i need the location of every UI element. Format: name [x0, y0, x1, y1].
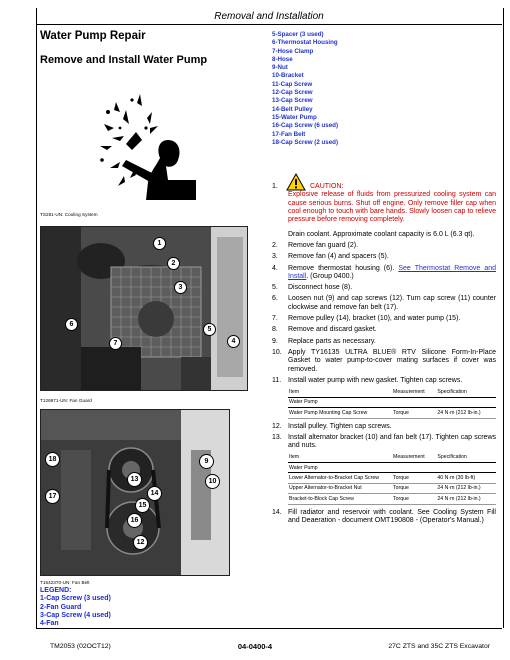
legend-item: 11-Cap Screw [272, 80, 313, 88]
table-header: Specification [436, 387, 496, 397]
legend-item: 16-Cap Screw (6 used) [272, 122, 339, 130]
step-11: 11. Install water pump with new gasket. Tighten cap screws. Item Measurement Specification Water Pump Water Pump Mounting Cap Screw Torque 24 N·m (212 lb-in.) [272, 377, 496, 419]
legend-item: 18-Cap Screw (2 used) [272, 138, 339, 146]
legend-item: 8-Hose [272, 55, 293, 63]
callout-4: 4 [227, 335, 240, 348]
table-header: Measurement [392, 387, 436, 397]
table-cell: 24 N·m (212 lb-in.) [436, 494, 496, 504]
figure-caption: T126971-UN: Fan Guard [40, 398, 92, 403]
step-text: Disconnect hose (8). [288, 284, 353, 292]
fan-belt-photo [40, 409, 230, 576]
legend-item: 17-Fan Belt [272, 130, 306, 138]
table-cell: 40 N·m (30 lb-ft) [436, 473, 496, 483]
callout-18: 18 [45, 452, 60, 467]
thermostat-link[interactable]: See Thermostat Remove and Install [288, 264, 496, 280]
footer-model: 27C ZTS and 35C ZTS Excavator [388, 643, 490, 650]
footer-page-number: 04-0400-4 [237, 642, 273, 651]
callout-6: 6 [65, 318, 78, 331]
step-2: 2. Remove fan guard (2). [272, 241, 359, 249]
step-text: Replace parts as necessary. [288, 337, 376, 345]
step-7: 7. Remove pulley (14), bracket (10), and water pump (15). [272, 315, 461, 323]
legend-item: 5-Spacer (3 used) [272, 31, 324, 38]
caution-label: CAUTION: [310, 183, 344, 191]
callout-12: 12 [133, 535, 148, 550]
legend-item: 7-Hose Clamp [272, 47, 314, 55]
step-13: 13. Install alternator bracket (10) and fan belt (17). Tighten cap screws and nuts. Item Measurement Specification Water Pump Lower Alternator-to-Bracket Cap Screw Torque 40 N·m (30 lb-ft) Upper Alternator-to-Bracket Nut Torque 24 N·m (212 lb-in.) Bracket-to-Block Cap Screw Torque 24 N·m (212 lb-in.) [272, 434, 496, 505]
step-text: Install pulley. Tighten cap screws. [288, 422, 392, 430]
table-cell: 24 N·m (212 lb-in.) [436, 408, 496, 418]
legend-item: 15-Water Pump [272, 113, 317, 121]
figure-caption: T1642370-UN: Fan Belt [40, 580, 90, 585]
right-column [272, 31, 496, 528]
table-header: Item [288, 452, 392, 462]
footer-manual-id: TM2053 (02OCT12) [50, 643, 111, 650]
legend-item: 1-Cap Screw (3 used) [40, 595, 111, 603]
step-text: Remove and discard gasket. [288, 326, 377, 334]
table-header: Measurement [392, 452, 436, 462]
spec-table-1 [288, 387, 496, 418]
step-6: 6. Loosen nut (9) and cap screws (12). Turn cap screw (11) counter clockwise and remove fan belt (17). [272, 295, 496, 311]
callout-2: 2 [167, 257, 180, 270]
callout-17: 17 [45, 489, 60, 504]
table-cell: 24 N·m (212 lb-in.) [436, 483, 496, 493]
table-cell: Upper Alternator-to-Bracket Nut [288, 483, 392, 493]
legend-item: 3-Cap Screw (4 used) [40, 611, 111, 619]
header-divider [36, 24, 502, 25]
callout-15: 15 [135, 498, 150, 513]
legend-item: 6-Thermostat Housing [272, 39, 338, 47]
step-12: 12. Install pulley. Tighten cap screws. [272, 422, 392, 430]
footer-divider [36, 628, 502, 629]
step-1 [272, 183, 496, 224]
table-cell: Bracket-to-Block Cap Screw [288, 494, 392, 504]
left-column [40, 30, 268, 66]
callout-5: 5 [203, 323, 216, 336]
step-9: 9. Replace parts as necessary. [272, 337, 376, 345]
engine-illustration [41, 410, 229, 575]
figure-caption: TS281-UN: Cooling System [40, 212, 98, 217]
table-header: Specification [436, 452, 496, 462]
procedure-title: Remove and Install Water Pump [40, 54, 208, 66]
callout-10: 10 [205, 474, 220, 489]
table-cell: Water Pump Mounting Cap Screw [288, 408, 392, 418]
step-text: Apply TY16135 ULTRA BLUE® RTV Silicone Form-In-Place Gasket to water pump-to-cover mating surfaces if cover was removed. [288, 348, 496, 373]
callout-7: 7 [109, 337, 122, 350]
callout-1: 1 [153, 237, 166, 250]
step-text: Remove thermostat housing (6). [288, 264, 395, 272]
table-cell: Torque [392, 408, 436, 418]
step-text: Remove fan guard (2). [288, 241, 359, 249]
table-row [288, 408, 496, 418]
callout-3: 3 [174, 281, 187, 294]
table-cell: Torque [392, 494, 436, 504]
table-cell: Torque [392, 483, 436, 493]
table-header: Item [288, 387, 392, 397]
step-3: 3. Remove fan (4) and spacers (5). [272, 253, 389, 261]
legend-item: 10-Bracket [272, 72, 304, 80]
callout-14: 14 [147, 486, 162, 501]
legend-item: 4-Fan [40, 620, 59, 628]
step-10: 10. Apply TY16135 ULTRA BLUE® RTV Silicone Form-In-Place Gasket to water pump-to-cover mating surfaces if cover was removed. [272, 348, 496, 373]
legend-item: 12-Cap Screw [272, 89, 313, 97]
page-header-title: Removal and Installation [214, 11, 324, 22]
legend [40, 587, 111, 628]
step-5: 5. Disconnect hose (8). [272, 284, 353, 292]
table-row [288, 473, 496, 483]
step-text: Drain coolant. Approximate coolant capacity is 6.0 L (6.3 qt). [288, 230, 475, 238]
table-row [288, 494, 496, 504]
table-cell: Lower Alternator-to-Bracket Cap Screw [288, 473, 392, 483]
callout-13: 13 [127, 472, 142, 487]
step-text: Fill radiator and reservoir with coolant. See Cooling System Fill and Deaeration - document OMT190808 - (Operator's Manual.) [288, 508, 496, 525]
step-4: 4. Remove thermostat housing (6). See Thermostat Remove and Install. (Group 0400.) [272, 264, 496, 280]
engine-illustration [41, 227, 247, 390]
step-text: . (Group 0400.) [306, 272, 354, 280]
step-text: Remove fan (4) and spacers (5). [288, 253, 389, 261]
step-text: Install water pump with new gasket. Tighten cap screws. [288, 376, 463, 384]
step-text: Install alternator bracket (10) and fan belt (17). Tighten cap screws and nuts. [288, 433, 496, 450]
spec-table-2 [288, 452, 496, 504]
step-number: 1. [272, 183, 278, 191]
step-8: 8. Remove and discard gasket. [272, 326, 377, 334]
legend-item: 2-Fan Guard [40, 603, 82, 611]
callout-16: 16 [127, 513, 142, 528]
legend-item: 14-Belt Pulley [272, 105, 313, 113]
table-row [288, 483, 496, 493]
table-group: Water Pump [288, 397, 496, 407]
legend-item: 9-Nut [272, 64, 288, 72]
step-text: Loosen nut (9) and cap screws (12). Turn cap screw (11) counter clockwise and remove fan belt (17). [288, 295, 496, 311]
parts-legend [272, 31, 496, 147]
fan-guard-photo [40, 226, 248, 391]
step-text: Remove pulley (14), bracket (10), and water pump (15). [288, 315, 461, 323]
caution-triangle-icon [286, 173, 306, 191]
pressurized-fluid-warning-icon [96, 88, 196, 200]
legend-item: 13-Cap Screw [272, 97, 313, 105]
drain-instruction [272, 231, 496, 239]
table-group: Water Pump [288, 462, 496, 472]
table-cell: Torque [392, 473, 436, 483]
caution-text: Explosive release of fluids from pressurized cooling system can cause serious burns. Shut off engine. Only remove filler cap when cool enough to touch with bare hands. Slowly loosen cap to relieve pressure before removing completely. [288, 191, 496, 224]
section-title: Water Pump Repair [40, 30, 146, 42]
legend-title: LEGEND: [40, 587, 72, 594]
callout-9: 9 [199, 454, 214, 469]
step-14: 14. Fill radiator and reservoir with coolant. See Cooling System Fill and Deaeration - document OMT190808 - (Operator's Manual.) [272, 508, 496, 525]
